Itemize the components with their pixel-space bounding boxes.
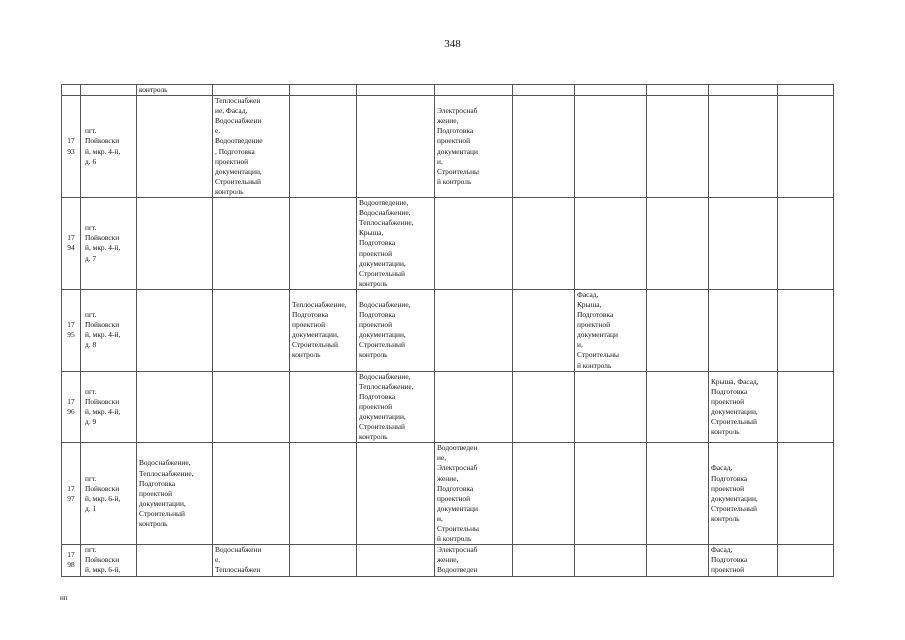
- table-row: [62, 545, 834, 576]
- row-number-cell: 17 96: [62, 371, 81, 443]
- work-cell: Фасад, Крыша, Подготовка проектной документаци и, Строительны й контроль: [575, 289, 647, 371]
- work-cell: [290, 443, 357, 545]
- work-cell: Водоотведен ие, Электроснаб жение, Подготовка проектной документаци и, Строительны й контроль: [435, 443, 513, 545]
- work-cell: [778, 198, 834, 290]
- work-cell: [137, 545, 213, 576]
- work-cell: [357, 96, 435, 198]
- work-cell: [575, 443, 647, 545]
- work-cell: Электроснаб жение, Водоотведен: [435, 545, 513, 576]
- work-cell: [709, 96, 778, 198]
- work-cell: Фасад, Подготовка проектной документации, Строительный контроль: [709, 443, 778, 545]
- empty-cell: [647, 85, 709, 96]
- work-cell: [137, 289, 213, 371]
- work-cell: [213, 289, 290, 371]
- work-cell: [575, 85, 647, 96]
- work-cell: контроль: [137, 85, 213, 96]
- work-cell: [435, 289, 513, 371]
- empty-cell: [513, 443, 575, 545]
- row-number-cell: [62, 85, 81, 96]
- work-cell: [435, 85, 513, 96]
- address-cell: пгт. Пойковски й, мкр. 4-й, д. 8: [81, 289, 137, 371]
- empty-cell: [647, 198, 709, 290]
- work-cell: [137, 371, 213, 443]
- work-cell: Водоснабжение, Подготовка проектной документации, Строительный контроль: [357, 289, 435, 371]
- table-row: [62, 443, 834, 545]
- work-cell: [357, 545, 435, 576]
- work-cell: [137, 198, 213, 290]
- work-cell: [357, 85, 435, 96]
- work-cell: [290, 371, 357, 443]
- table-row: [62, 371, 834, 443]
- empty-cell: [647, 371, 709, 443]
- empty-cell: [513, 289, 575, 371]
- empty-cell: [513, 545, 575, 576]
- work-cell: Теплоснабжен ие, Фасад, Водоснабжени е, Водоотведение , Подготовка проектной документации, Строительный контроль: [213, 96, 290, 198]
- work-cell: [778, 96, 834, 198]
- work-cell: [290, 96, 357, 198]
- table-row: [62, 85, 834, 96]
- work-cell: [575, 96, 647, 198]
- work-cell: [435, 198, 513, 290]
- work-cell: Крыша, Фасад, Подготовка проектной документации, Строительный контроль: [709, 371, 778, 443]
- work-cell: [778, 443, 834, 545]
- work-cell: [435, 371, 513, 443]
- address-cell: пгт. Пойковски й, мкр. 6-й, д. 1: [81, 443, 137, 545]
- row-number-cell: 17 95: [62, 289, 81, 371]
- table-row: [62, 96, 834, 198]
- table-row: [62, 289, 834, 371]
- address-cell: пгт. Пойковски й, мкр. 4-й, д. 6: [81, 96, 137, 198]
- capital-repair-table: [61, 84, 834, 577]
- empty-cell: [513, 198, 575, 290]
- work-cell: Фасад, Подготовка проектной: [709, 545, 778, 576]
- footer-mark: нп: [60, 594, 68, 602]
- work-cell: [575, 371, 647, 443]
- work-cell: Водоснабжени е, Теплоснабжен: [213, 545, 290, 576]
- empty-cell: [647, 443, 709, 545]
- empty-cell: [647, 545, 709, 576]
- work-cell: [709, 289, 778, 371]
- work-cell: [575, 198, 647, 290]
- empty-cell: [647, 96, 709, 198]
- empty-cell: [513, 85, 575, 96]
- work-cell: Электроснаб жение, Подготовка проектной документаци и, Строительны й контроль: [435, 96, 513, 198]
- address-cell: пгт. Пойковски й, мкр. 4-й, д. 7: [81, 198, 137, 290]
- address-cell: пгт. Пойковски й, мкр. 4-й, д. 9: [81, 371, 137, 443]
- work-cell: [575, 545, 647, 576]
- work-cell: [778, 371, 834, 443]
- empty-cell: [647, 289, 709, 371]
- work-cell: Водоснабжение, Теплоснабжение, Подготовка проектной документации, Строительный контроль: [137, 443, 213, 545]
- work-cell: Водоотведение, Водоснабжение, Теплоснабжение, Крыша, Подготовка проектной документации, Строительный контроль: [357, 198, 435, 290]
- work-cell: [137, 96, 213, 198]
- address-cell: [81, 85, 137, 96]
- work-cell: [290, 198, 357, 290]
- empty-cell: [513, 371, 575, 443]
- address-cell: пгт. Пойковски й, мкр. 6-й,: [81, 545, 137, 576]
- work-cell: [778, 289, 834, 371]
- work-cell: Теплоснабжение, Подготовка проектной документации, Строительный контроль: [290, 289, 357, 371]
- empty-cell: [513, 96, 575, 198]
- work-cell: [778, 545, 834, 576]
- work-cell: [213, 85, 290, 96]
- work-cell: [357, 443, 435, 545]
- work-cell: [709, 198, 778, 290]
- work-cell: [290, 545, 357, 576]
- work-cell: [709, 85, 778, 96]
- work-cell: [213, 198, 290, 290]
- page-number: 348: [444, 38, 461, 50]
- table-row: [62, 198, 834, 290]
- row-number-cell: 17 98: [62, 545, 81, 576]
- row-number-cell: 17 97: [62, 443, 81, 545]
- row-number-cell: 17 93: [62, 96, 81, 198]
- row-number-cell: 17 94: [62, 198, 81, 290]
- work-cell: [213, 371, 290, 443]
- work-cell: [213, 443, 290, 545]
- work-cell: [778, 85, 834, 96]
- work-cell: Водоснабжение, Теплоснабжение, Подготовка проектной документации, Строительный контроль: [357, 371, 435, 443]
- work-cell: [290, 85, 357, 96]
